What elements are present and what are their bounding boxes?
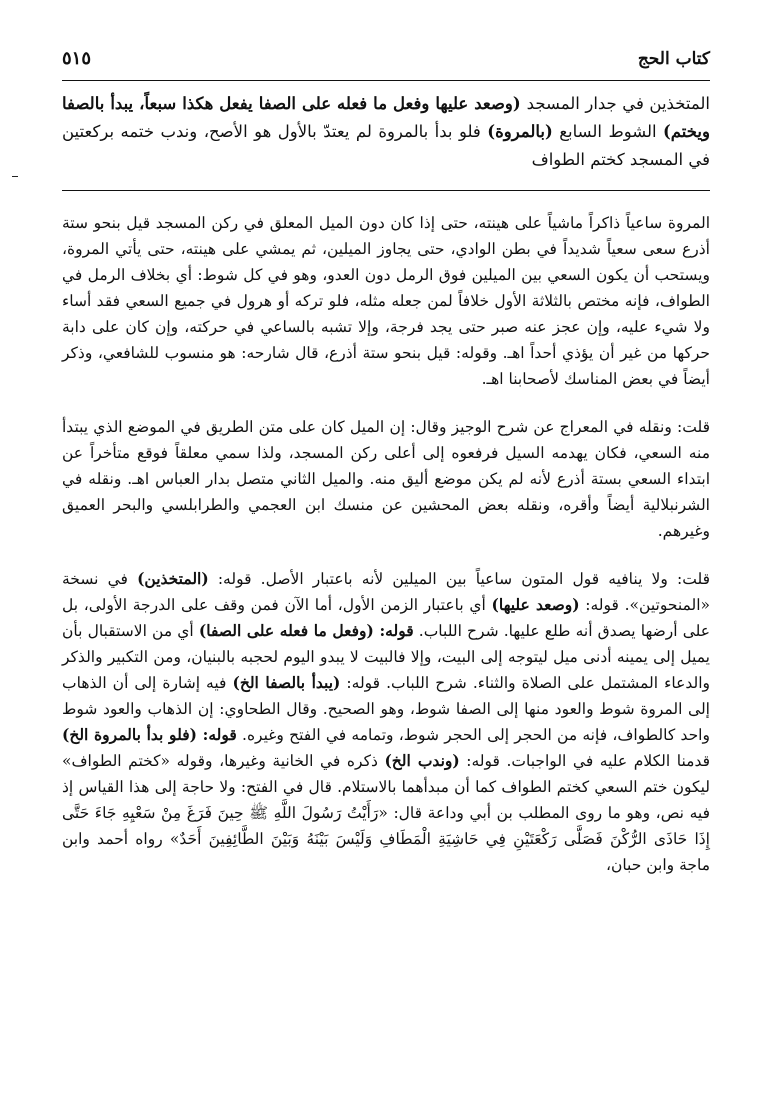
commentary-text: أي من الاستقبال بأن يميل إلى يمينه أدنى ميل ليتوجه إلى البيت، وإلا فالبيت لا يبدو اليوم لحجبه بالبنيان، ومن التكبير والذكر والدعاء المشتمل على الصلاة والثناء. شرح اللباب. قوله: [62,622,710,692]
book-page [62,40,710,1080]
commentary-paragraph-3 [62,566,710,878]
commentary-text: قدمنا الكلام عليه في الواجبات. قوله: [459,752,710,770]
commentary-lemma: (المتخذين) [137,569,209,588]
hadith-quote: «رَأَيْتُ رَسُولَ اللَّهِ ﷺ حِينَ فَرَغَ مِنْ سَعْيِهِ جَاءَ حَتَّى إِذَا حَاذَى الرُّكْنَ فَصَلَّى رَكْعَتَيْنِ فِي حَاشِيَةِ الْمَطَافِ وَلَيْسَ بَيْنَهُ وَبَيْنَ الطَّائِفِينَ أَحَدٌ» [62,804,710,848]
running-head-title: كتاب الحج [637,49,710,69]
commentary-paragraph-1: المروة ساعياً ذاكراً ماشياً على هينته، حتى إذا كان دون الميل المعلق في ركن المسجد قيل بنحو ستة أذرع سعى سعياً شديداً في بطن الوادي، حتى يجاوز الميلين، ثم يمشي على هينته، حتى يأتي المروة، ويستحب أن يكون السعي بين الميلين فوق الرمل دون العدو، وهو في كل شوط: أي بخلاف الرمل في الطواف، فإنه مختص بالثلاثة الأول خلافاً لمن جعله مثله، فلو تركه أو هرول في جميع السعي فقد أساء ولا شيء عليه، وإن عجز عنه صبر حتى يجد فرجة، وإلا تشبه بالساعي في حركته، وإن كان على دابة حركها من غير أن يؤذي أحداً اهـ. وقوله: قيل بنحو ستة أذرع، قال شارحه: هو منسوب للشافعي، وذكر أيضاً في بعض المناسك لأصحابنا اهـ. [62,214,710,388]
main-text [62,90,710,174]
commentary-text: في نسخة «المنحوتين». قوله: [62,570,710,614]
main-text-paragraph [62,90,710,174]
main-text-segment: فلو بدأ بالمروة لم يعتدّ بالأول هو الأصح، وندب ختمه بركعتين في المسجد كختم الطواف [62,122,710,169]
main-text-segment: الشوط السابع [552,122,663,141]
commentary-text: رواه أحمد وابن ماجة وابن حبان، [62,830,710,874]
main-text-divider [62,190,710,191]
main-text-matn: (بالمروة) [487,122,553,141]
commentary-lemma: قوله: (وفعل ما فعله على الصفا) [198,621,414,640]
commentary-lemma: قوله: (فلو بدأ بالمروة الخ) [62,725,237,744]
commentary [62,210,710,900]
commentary-lemma: (وصعد عليها) [491,595,580,614]
commentary-text: أي باعتبار الزمن الأول، أما الآن فمن وقف على الدرجة الأولى، بل على أرضها يصدق أنه طلع عليها. شرح اللباب. [62,596,711,640]
main-text-matn: (وصعد عليها وفعل ما فعله على الصفا يفعل هكذا سبعاً، يبدأ بالصفا ويختم) [62,94,710,141]
page-number: ٥١٥ [62,48,92,69]
commentary-lemma: (يبدأ بالصفا الخ) [232,673,341,692]
main-text-segment: المتخذين في جدار المسجد [526,94,710,113]
commentary-paragraph-2: قلت: ونقله في المعراج عن شرح الوجيز وقال: إن الميل كان على متن الطريق في الموضع الذي يبتدأ منه السعي، فكان يهدمه السيل فرفعوه إلى أعلى ركن المسجد، ولذا سمي معلقاً فوقع متأخراً عن ابتداء السعي بستة أذرع لأنه لم يكن موضع أليق منه. والميل الثاني متصل بدار العباس اهـ. ونقله في الشرنبلالية أيضاً وأقره، ونقله بعض المحشين عن منسك ابن العجمي والطرابلسي والبحر العميق وغيرهم. [62,418,710,540]
commentary-text: قلت: ولا ينافيه قول المتون ساعياً بين الميلين لأنه باعتبار الأصل. قوله: [208,570,710,588]
header-rule [62,80,710,81]
running-head [62,48,710,74]
commentary-lemma: (وندب الخ) [384,751,460,770]
commentary-text: ذكره في الخانية وغيرها، وقوله «كختم الطواف» ليكون ختم السعي كختم الطواف كما أن مبدأهما بالاستلام. قال في الفتح: ولا حاجة إلى هذا القياس إذ فيه نص، وهو ما روى المطلب بن أبي وداعة قال: [62,752,710,822]
margin-mark [12,176,18,177]
commentary-text: فيه إشارة إلى أن الذهاب إلى المروة شوط والعود منها إلى الصفا شوط، وهو الصحيح. وقال الطحاوي: إن الذهاب والعود شوط واحد كالطواف، فإنه من الحجر إلى الحجر شوط، وتمامه في الفتح وغيره. [62,674,710,744]
